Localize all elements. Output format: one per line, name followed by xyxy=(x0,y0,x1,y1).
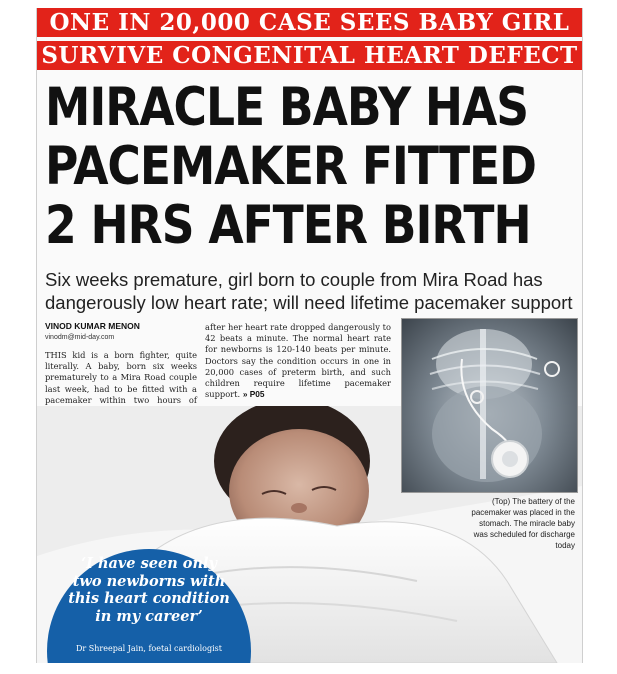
pull-quote-attribution: Dr Shreepal Jain, foetal cardiologist xyxy=(75,644,222,653)
subheadline: Six weeks premature, girl born to couple from Mira Road has dangerously low heart rate; will need lifetime pacemaker support xyxy=(45,269,573,313)
body-column-1: THIS kid is a born fighter, quite literally. A baby, born six weeks prematurely to a Mira Road couple last week, had to be fitted with a pacemaker within two hours of xyxy=(45,350,197,405)
body-column-2 xyxy=(205,322,391,400)
kicker-banner-line-1: ONE IN 20,000 CASE SEES BABY GIRL xyxy=(37,8,582,37)
headline xyxy=(45,77,536,256)
headline-line-2: PACEMAKER FITTED xyxy=(45,136,536,197)
photo-caption: (Top) The battery of the pacemaker was placed in the stomach. The miracle baby was scheduled for discharge today xyxy=(471,497,575,550)
xray-illustration xyxy=(402,319,577,492)
headline-line-1: MIRACLE BABY HAS xyxy=(45,77,529,138)
headline-line-3: 2 HRS AFTER BIRTH xyxy=(45,195,531,256)
pull-quote-text: ‘I have seen only two newborns with this heart condition in my career’ xyxy=(68,555,230,625)
xray-image xyxy=(401,318,578,493)
kicker-banner-line-2: SURVIVE CONGENITAL HEART DEFECT xyxy=(37,41,582,70)
byline-author: VINOD KUMAR MENON xyxy=(45,321,140,331)
byline-email: vinodm@mid-day.com xyxy=(45,334,115,341)
page-reference: » P05 xyxy=(242,389,265,400)
body-column-2-text: after her heart rate dropped dangerously to 42 beats a minute. The normal heart rate for newborns is 120-140 beats per minute. Doctors say the condition occurs in one in 20,000 cases of preterm birth, and such children require lifetime pacemaker support. xyxy=(205,322,391,400)
newspaper-page xyxy=(36,8,583,663)
